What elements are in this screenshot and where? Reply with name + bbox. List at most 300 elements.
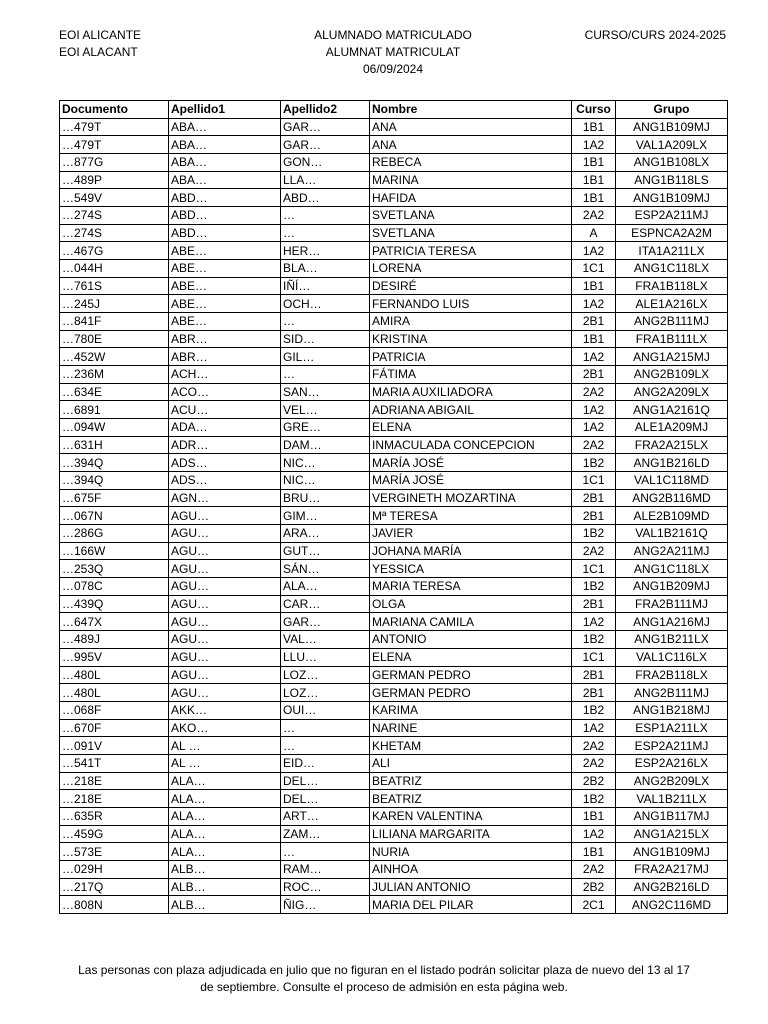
cell-documento: …808N [60,896,169,914]
cell-documento: …067N [60,507,169,525]
table-row [60,525,728,543]
table-row [60,860,728,878]
cell-grupo: FRA2B111MJ [616,595,728,613]
table-row [60,772,728,790]
cell-apellido2: ABD… [281,189,370,207]
table-row [60,701,728,719]
cell-apellido2: CAR… [281,595,370,613]
cell-documento: …078C [60,578,169,596]
cell-apellido1: ABE… [169,242,281,260]
cell-curso: 2A2 [572,383,616,401]
cell-curso: 2B1 [572,595,616,613]
cell-apellido1: AGN… [169,489,281,507]
cell-nombre: GERMAN PEDRO [370,666,572,684]
cell-nombre: KRISTINA [370,330,572,348]
cell-grupo: ANG2B111MJ [616,313,728,331]
cell-documento: …253Q [60,560,169,578]
cell-apellido2: ZAM… [281,825,370,843]
table-row [60,507,728,525]
cell-apellido2: LLA… [281,171,370,189]
cell-curso: 1B2 [572,701,616,719]
cell-grupo: ANG1B218MJ [616,701,728,719]
cell-curso: 2B2 [572,878,616,896]
cell-apellido1: ALA… [169,790,281,808]
table-row [60,896,728,914]
cell-curso: 2A2 [572,754,616,772]
cell-grupo: FRA2A215LX [616,436,728,454]
cell-curso: 2B1 [572,666,616,684]
table-row [60,754,728,772]
table-row [60,737,728,755]
cell-documento: …245J [60,295,169,313]
table-row [60,401,728,419]
cell-curso: 2A2 [572,207,616,225]
cell-apellido1: ABD… [169,207,281,225]
cell-apellido2: NIC… [281,472,370,490]
cell-nombre: KAREN VALENTINA [370,807,572,825]
cell-documento: …670F [60,719,169,737]
cell-documento: …166W [60,542,169,560]
cell-documento: …218E [60,772,169,790]
cell-apellido1: ABA… [169,171,281,189]
cell-nombre: MARIANA CAMILA [370,613,572,631]
cell-apellido2: LLU… [281,648,370,666]
cell-apellido2: … [281,313,370,331]
cell-grupo: ANG1B211LX [616,631,728,649]
enrollment-table [59,100,728,914]
cell-curso: 1B2 [572,454,616,472]
column-header-nombre: Nombre [370,101,572,119]
cell-apellido1: ADR… [169,436,281,454]
cell-nombre: KHETAM [370,737,572,755]
cell-curso: 1B1 [572,171,616,189]
cell-curso: 1B1 [572,154,616,172]
cell-curso: 2B1 [572,507,616,525]
cell-nombre: Mª TERESA [370,507,572,525]
cell-apellido2: VEL… [281,401,370,419]
column-header-apellido2: Apellido2 [281,101,370,119]
cell-grupo: ANG1B209MJ [616,578,728,596]
cell-nombre: MARIA AUXILIADORA [370,383,572,401]
cell-nombre: KARIMA [370,701,572,719]
table-body [60,118,728,913]
cell-curso: 1A2 [572,348,616,366]
cell-apellido1: ACU… [169,401,281,419]
cell-grupo: ANG1B109MJ [616,118,728,136]
cell-apellido1: ADA… [169,419,281,437]
cell-grupo: ANG1B109MJ [616,189,728,207]
cell-curso: 1C1 [572,472,616,490]
cell-grupo: ANG1C118LX [616,260,728,278]
cell-grupo: ANG1A215MJ [616,348,728,366]
cell-curso: 2B2 [572,772,616,790]
cell-curso: 1B2 [572,578,616,596]
cell-apellido1: AGU… [169,684,281,702]
cell-grupo: FRA1B118LX [616,277,728,295]
table-row [60,171,728,189]
cell-grupo: ANG1A215LX [616,825,728,843]
cell-documento: …780E [60,330,169,348]
cell-apellido1: AL … [169,754,281,772]
cell-nombre: ANTONIO [370,631,572,649]
cell-grupo: ESP1A211LX [616,719,728,737]
course-year-block [585,27,726,44]
course-year: CURSO/CURS 2024-2025 [584,28,726,42]
cell-apellido2: SAN… [281,383,370,401]
cell-apellido2: GAR… [281,613,370,631]
table-row [60,560,728,578]
table-row [60,843,728,861]
table-row [60,313,728,331]
cell-apellido1: ABD… [169,189,281,207]
cell-documento: …274S [60,224,169,242]
cell-nombre: MARIA DEL PILAR [370,896,572,914]
cell-apellido1: ABE… [169,260,281,278]
cell-curso: 2A2 [572,542,616,560]
cell-apellido2: … [281,737,370,755]
cell-curso: 1C1 [572,560,616,578]
cell-nombre: YESSICA [370,560,572,578]
cell-grupo: ANG1A216MJ [616,613,728,631]
cell-curso: 1B2 [572,525,616,543]
cell-nombre: BEATRIZ [370,772,572,790]
cell-grupo: FRA2B118LX [616,666,728,684]
table-row [60,613,728,631]
cell-apellido2: ÑIG… [281,896,370,914]
cell-curso: A [572,224,616,242]
cell-nombre: MARÍA JOSÉ [370,454,572,472]
cell-curso: 1B1 [572,330,616,348]
cell-documento: …094W [60,419,169,437]
table-row [60,578,728,596]
footer-note-line2: de septiembre. Consulte el proceso de admisión en esta página web. [200,980,568,994]
cell-documento: …394Q [60,472,169,490]
cell-apellido1: AGU… [169,631,281,649]
cell-documento: …647X [60,613,169,631]
cell-curso: 1B1 [572,807,616,825]
cell-curso: 1C1 [572,648,616,666]
cell-nombre: MARÍA JOSÉ [370,472,572,490]
cell-grupo: ANG2B109LX [616,366,728,384]
cell-apellido1: ACO… [169,383,281,401]
cell-nombre: ANA [370,136,572,154]
cell-apellido1: AGU… [169,666,281,684]
table-row [60,719,728,737]
cell-apellido2: ART… [281,807,370,825]
cell-apellido1: ALA… [169,772,281,790]
cell-documento: …631H [60,436,169,454]
cell-curso: 1C1 [572,260,616,278]
cell-grupo: ANG2B216LD [616,878,728,896]
footer-note-line1: Las personas con plaza adjudicada en julio que no figuran en el listado podrán solicitar plaza de nuevo del 13 al 17 [78,963,690,977]
cell-apellido1: ACH… [169,366,281,384]
cell-grupo: ANG1C118LX [616,560,728,578]
cell-apellido1: ABA… [169,154,281,172]
cell-documento: …452W [60,348,169,366]
cell-documento: …841F [60,313,169,331]
cell-curso: 2A2 [572,436,616,454]
cell-curso: 1A2 [572,613,616,631]
cell-documento: …218E [60,790,169,808]
cell-grupo: VAL1C118MD [616,472,728,490]
cell-grupo: FRA1B111LX [616,330,728,348]
cell-apellido2: ROC… [281,878,370,896]
cell-apellido2: SID… [281,330,370,348]
table-row [60,260,728,278]
cell-documento: …286G [60,525,169,543]
cell-apellido2: … [281,224,370,242]
cell-documento: …541T [60,754,169,772]
cell-apellido2: GAR… [281,118,370,136]
cell-apellido1: AKK… [169,701,281,719]
cell-curso: 2B1 [572,366,616,384]
table-row [60,366,728,384]
cell-grupo: ITA1A211LX [616,242,728,260]
cell-documento: …091V [60,737,169,755]
cell-apellido1: ADS… [169,454,281,472]
cell-apellido1: AGU… [169,542,281,560]
cell-documento: …467G [60,242,169,260]
cell-grupo: ANG1B118LS [616,171,728,189]
cell-apellido1: AGU… [169,560,281,578]
cell-apellido2: NIC… [281,454,370,472]
cell-curso: 1B1 [572,118,616,136]
cell-grupo: ALE1A216LX [616,295,728,313]
cell-apellido1: ABE… [169,313,281,331]
cell-apellido1: ALB… [169,878,281,896]
cell-nombre: DESIRÉ [370,277,572,295]
cell-grupo: ANG2A209LX [616,383,728,401]
cell-curso: 2A2 [572,860,616,878]
cell-apellido1: AGU… [169,648,281,666]
cell-grupo: ESP2A211MJ [616,207,728,225]
cell-curso: 1A2 [572,401,616,419]
cell-documento: …761S [60,277,169,295]
cell-apellido1: ALB… [169,860,281,878]
cell-grupo: ESP2A216LX [616,754,728,772]
table-row [60,454,728,472]
cell-nombre: NARINE [370,719,572,737]
cell-grupo: ESPNCA2A2M [616,224,728,242]
table-row [60,790,728,808]
cell-nombre: INMACULADA CONCEPCION [370,436,572,454]
cell-apellido2: EID… [281,754,370,772]
footer-note [40,962,728,996]
cell-curso: 1B2 [572,790,616,808]
cell-apellido2: GAR… [281,136,370,154]
table-row [60,878,728,896]
table-row [60,277,728,295]
column-header-curso: Curso [572,101,616,119]
cell-curso: 2B1 [572,313,616,331]
cell-documento: …029H [60,860,169,878]
cell-documento: …236M [60,366,169,384]
cell-nombre: VERGINETH MOZARTINA [370,489,572,507]
cell-grupo: ANG2B111MJ [616,684,728,702]
cell-nombre: SVETLANA [370,207,572,225]
cell-apellido2: LOZ… [281,666,370,684]
cell-nombre: JOHANA MARÍA [370,542,572,560]
cell-apellido2: LOZ… [281,684,370,702]
table-row [60,489,728,507]
cell-nombre: FERNANDO LUIS [370,295,572,313]
cell-apellido2: … [281,366,370,384]
cell-nombre: PATRICIA [370,348,572,366]
cell-documento: …635R [60,807,169,825]
cell-nombre: BEATRIZ [370,790,572,808]
cell-nombre: OLGA [370,595,572,613]
cell-documento: …6891 [60,401,169,419]
cell-apellido1: ALB… [169,896,281,914]
cell-apellido2: VAL… [281,631,370,649]
cell-nombre: REBECA [370,154,572,172]
cell-nombre: ELENA [370,648,572,666]
cell-curso: 1A2 [572,242,616,260]
table-row [60,348,728,366]
cell-apellido2: ALA… [281,578,370,596]
cell-apellido2: BRU… [281,489,370,507]
cell-apellido1: AGU… [169,525,281,543]
cell-apellido1: AKO… [169,719,281,737]
cell-apellido1: AL … [169,737,281,755]
cell-apellido1: ABA… [169,118,281,136]
document-title-block [243,27,543,78]
table-row [60,648,728,666]
cell-nombre: LORENA [370,260,572,278]
cell-apellido2: … [281,719,370,737]
cell-nombre: ANA [370,118,572,136]
cell-apellido1: ABR… [169,330,281,348]
table-row [60,383,728,401]
cell-apellido2: DEL… [281,790,370,808]
cell-apellido1: ALA… [169,843,281,861]
table-row [60,154,728,172]
cell-nombre: LILIANA MARGARITA [370,825,572,843]
cell-nombre: NURIA [370,843,572,861]
cell-documento: …459G [60,825,169,843]
cell-documento: …479T [60,118,169,136]
cell-curso: 1B1 [572,189,616,207]
cell-apellido2: GIM… [281,507,370,525]
document-title-va: ALUMNAT MATRICULAT [325,45,461,59]
cell-nombre: MARINA [370,171,572,189]
cell-grupo: VAL1B211LX [616,790,728,808]
cell-apellido2: GON… [281,154,370,172]
cell-documento: …634E [60,383,169,401]
cell-apellido2: DEL… [281,772,370,790]
school-name-es: EOI ALICANTE [59,28,142,42]
table-row [60,807,728,825]
cell-nombre: AMIRA [370,313,572,331]
cell-nombre: FÁTIMA [370,366,572,384]
cell-grupo: ANG1A2161Q [616,401,728,419]
cell-grupo: ANG2A211MJ [616,542,728,560]
column-header-grupo: Grupo [616,101,728,119]
cell-grupo: ALE2B109MD [616,507,728,525]
cell-nombre: HAFIDA [370,189,572,207]
table-row [60,472,728,490]
table-row [60,595,728,613]
table-row [60,136,728,154]
cell-curso: 2A2 [572,737,616,755]
cell-apellido1: AGU… [169,578,281,596]
cell-apellido2: ARA… [281,525,370,543]
cell-curso: 1A2 [572,295,616,313]
cell-documento: …995V [60,648,169,666]
document-date: 06/09/2024 [362,62,424,76]
cell-grupo: ANG1B108LX [616,154,728,172]
cell-apellido1: ABA… [169,136,281,154]
cell-apellido2: OCH… [281,295,370,313]
cell-apellido1: ABE… [169,277,281,295]
cell-grupo: VAL1A209LX [616,136,728,154]
cell-apellido1: ALA… [169,825,281,843]
table-row [60,436,728,454]
cell-documento: …877G [60,154,169,172]
column-header-apellido1: Apellido1 [169,101,281,119]
cell-apellido2: GIL… [281,348,370,366]
cell-apellido1: ALA… [169,807,281,825]
cell-grupo: VAL1C116LX [616,648,728,666]
cell-documento: …489J [60,631,169,649]
cell-grupo: ANG2B116MD [616,489,728,507]
cell-apellido1: AGU… [169,595,281,613]
cell-nombre: MARIA TERESA [370,578,572,596]
column-header-documento: Documento [60,101,169,119]
cell-curso: 2C1 [572,896,616,914]
table-row [60,631,728,649]
cell-nombre: GERMAN PEDRO [370,684,572,702]
cell-documento: …480L [60,684,169,702]
cell-nombre: SVETLANA [370,224,572,242]
school-name-block [59,27,141,61]
table-row [60,118,728,136]
cell-apellido1: ABD… [169,224,281,242]
cell-curso: 1B1 [572,277,616,295]
cell-documento: …489P [60,171,169,189]
cell-curso: 2B1 [572,684,616,702]
cell-grupo: ANG2B209LX [616,772,728,790]
cell-apellido2: IÑÍ… [281,277,370,295]
cell-grupo: ANG1B109MJ [616,843,728,861]
cell-documento: …394Q [60,454,169,472]
cell-documento: …675F [60,489,169,507]
cell-curso: 1B1 [572,843,616,861]
cell-grupo: ANG2C116MD [616,896,728,914]
table-row [60,542,728,560]
cell-nombre: ELENA [370,419,572,437]
table-row [60,189,728,207]
cell-grupo: FRA2A217MJ [616,860,728,878]
cell-documento: …068F [60,701,169,719]
table-row [60,825,728,843]
cell-apellido1: AGU… [169,613,281,631]
cell-grupo: VAL1B2161Q [616,525,728,543]
cell-nombre: PATRICIA TERESA [370,242,572,260]
table-row [60,330,728,348]
cell-apellido2: BLA… [281,260,370,278]
table-row [60,207,728,225]
cell-nombre: ADRIANA ABIGAIL [370,401,572,419]
cell-apellido2: DAM… [281,436,370,454]
cell-grupo: ESP2A211MJ [616,737,728,755]
cell-documento: …480L [60,666,169,684]
cell-curso: 1A2 [572,825,616,843]
cell-grupo: ANG1B117MJ [616,807,728,825]
cell-grupo: ALE1A209MJ [616,419,728,437]
school-name-va: EOI ALACANT [59,45,138,59]
cell-apellido2: OUI… [281,701,370,719]
